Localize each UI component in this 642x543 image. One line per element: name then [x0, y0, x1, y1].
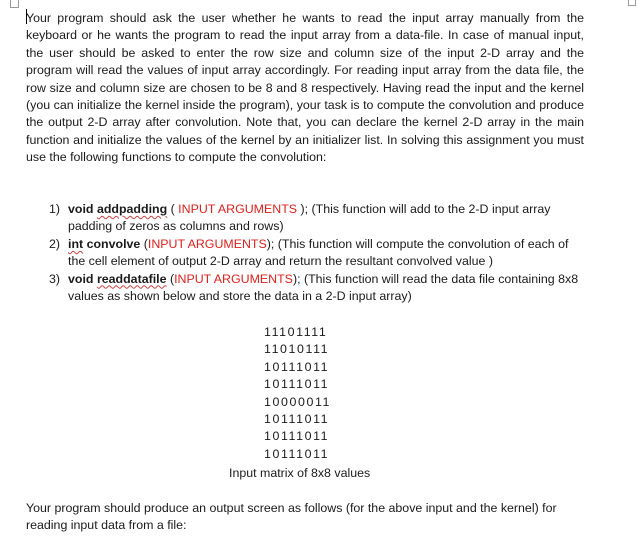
function-args: INPUT ARGUMENTS — [178, 202, 298, 216]
matrix-row: 10111011 — [264, 429, 330, 444]
matrix-row: 10111011 — [264, 412, 330, 427]
intro-paragraph[interactable]: Your program should ask the user whether he wants to read the input array manually from the keyboard or he wants the program to read the input array from a data-file. In case of manual input, the user should be asked to enter the row size and column size of the input 2-D array and the program will read the values of input array accordingly. For reading input array from the data file, the row size and column size are chosen to be 8 and 8 respectively. Having read the input and the kernel (you can initialize the kernel inside the program), your task is to compute the convolution and produce the output 2-D array after convolution. Note that, you can declare the kernel 2-D array in the main function and initialize the values of the kernel by an initializer list. In solving this assignment you must use the following functions to compute the convolution: — [26, 11, 584, 165]
function-name: convolve — [86, 236, 141, 251]
function-number: 2) — [49, 236, 61, 251]
closing-paragraph[interactable]: Your program should produce an output screen as follows (for the above input and the kernel) for reading input data from a file: — [26, 501, 557, 533]
function-description: (This function will add to the 2-D input array padding of zeros as columns and rows) — [68, 202, 551, 234]
matrix-row: 10111011 — [264, 377, 330, 392]
page-corner-marker-right — [628, 0, 636, 6]
matrix-row: 11010111 — [264, 342, 330, 357]
function-return-type: int — [68, 236, 84, 251]
function-open-paren: ( — [140, 236, 148, 251]
function-number: 1) — [49, 202, 61, 216]
matrix-row: 10111011 — [264, 446, 330, 461]
function-item[interactable] — [49, 236, 579, 271]
function-list — [49, 201, 579, 305]
function-return-type: void — [68, 271, 94, 286]
function-item[interactable] — [49, 271, 579, 306]
function-description: (This function will read the data file containing 8x8 values as shown below and store the data in a 2-D input array) — [68, 271, 579, 304]
function-name: addpadding — [96, 202, 168, 216]
page-corner-marker — [10, 0, 19, 8]
function-return-type: void — [68, 202, 94, 216]
matrix-row: 10111011 — [264, 359, 330, 374]
function-args: INPUT ARGUMENTS — [174, 271, 293, 286]
function-description: (This function will compute the convolution of each of the cell element of output 2-D array and return the resultant convolved value ) — [68, 236, 569, 269]
function-close-paren: ); — [292, 271, 301, 286]
matrix-row: 11101111 — [264, 325, 328, 339]
function-open-paren: ( — [167, 202, 179, 216]
function-args: INPUT ARGUMENTS — [147, 236, 267, 251]
function-close-paren: ); — [266, 236, 275, 251]
input-matrix — [264, 324, 331, 463]
function-open-paren: ( — [166, 271, 175, 286]
function-number: 3) — [49, 271, 61, 286]
function-item[interactable] — [49, 201, 579, 236]
function-name: readdatafile — [96, 271, 167, 286]
function-close-paren: ); — [297, 202, 309, 216]
matrix-caption: Input matrix of 8x8 values — [229, 466, 371, 480]
matrix-row: 10000011 — [264, 394, 332, 409]
